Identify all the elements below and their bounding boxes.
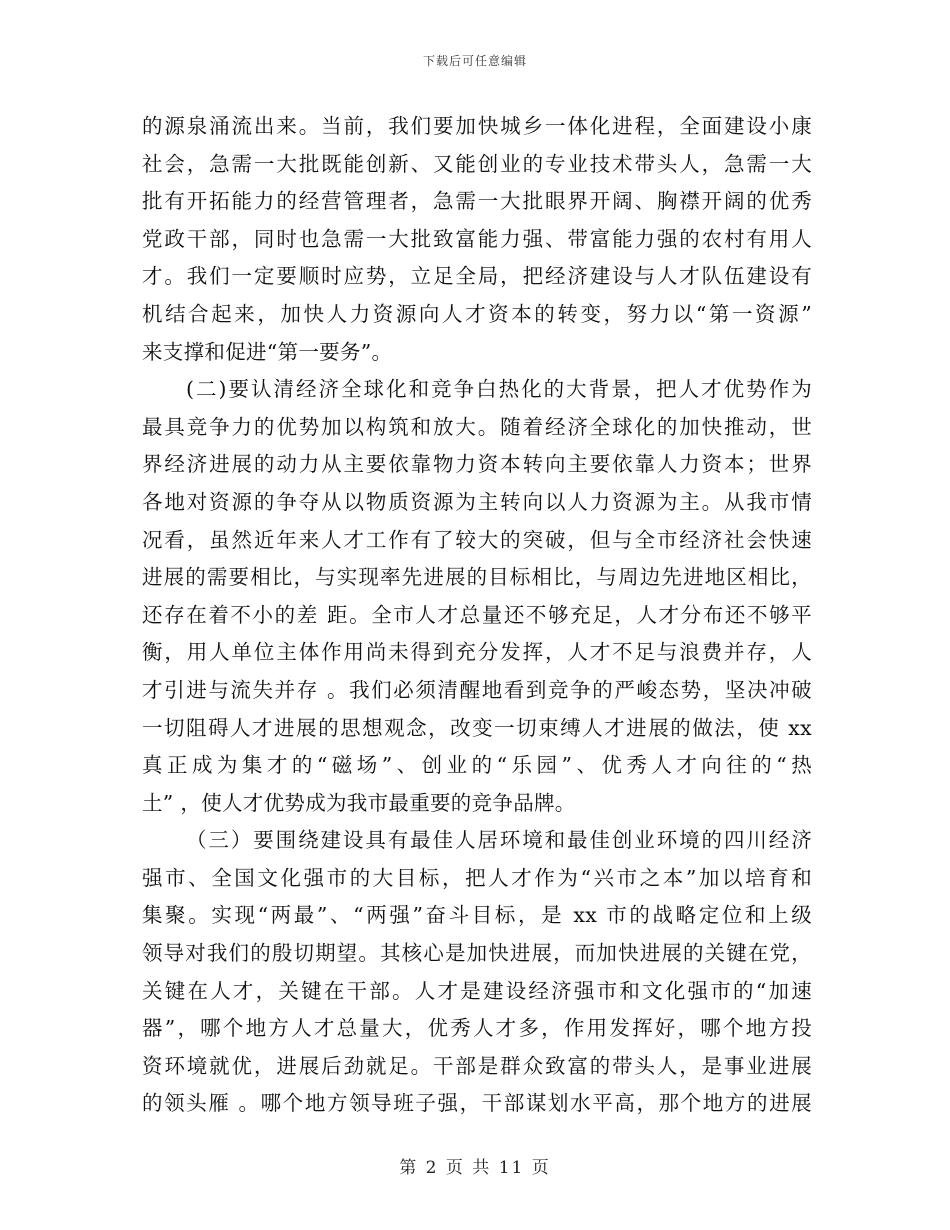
text-line: 集聚。实现“两最”、“两强”奋斗目标，是 xx 市的战略定位和上级 [142,903,812,928]
text-line: 资环境就优，进展后劲就足。干部是群众致富的带头人，是事业进展 [142,1053,812,1078]
text-line: 真正成为集才的“磁场”、创业的“乐园”、优秀人才向往的“热 [142,753,812,778]
paragraph-start-line: (二)要认清经济全球化和竞争白热化的大背景，把人才优势作为 [186,377,812,402]
text-line: 还存在着不小的差 距。全市人才总量还不够充足，人才分布还不够平 [142,602,812,627]
text-line: 土” ，使人才优势成为我市最重要的竞争品牌。 [142,790,576,815]
text-line: 领导对我们的殷切期望。其核心是加快进展，而加快进展的关键在党， [142,941,812,966]
text-line: 关键在人才，关键在干部。人才是建设经济强市和文化强市的“加速 [142,978,812,1003]
text-line: 的源泉涌流出来。当前，我们要加快城乡一体化进程，全面建设小康 [142,114,812,138]
text-line: 进展的需要相比，与实现率先进展的目标相比，与周边先进地区相比， [142,565,812,590]
text-line: 社会，急需一大批既能创新、又能创业的专业技术带头人，急需一大 [142,151,812,176]
text-line: 才。我们一定要顺时应势，立足全局，把经济建设与人才队伍建设有 [142,264,812,289]
page-header: 下载后可任意编辑 [422,54,527,68]
text-line: 器”，哪个地方人才总量大，优秀人才多，作用发挥好，哪个地方投 [142,1016,812,1041]
text-line: 况看，虽然近年来人才工作有了较大的突破，但与全市经济社会快速 [142,527,812,552]
text-line: 各地对资源的争夺从以物质资源为主转向以人力资源为主。从我市情 [142,489,812,514]
document-body [142,108,812,1123]
text-line: 衡，用人单位主体作用尚未得到充分发挥，人才不足与浪费并存，人 [142,640,812,665]
text-line: 机结合起来，加快人力资源向人才资本的转变，努力以“第一资源” [142,301,812,326]
text-line: 来支撑和促进“第一要务”。 [142,339,393,364]
text-line: 才引进与流失并存 。我们必须清醒地看到竞争的严峻态势，坚决冲破 [142,677,812,702]
text-line: 最具竞争力的优势加以构筑和放大。随着经济全球化的加快推动，世 [142,414,812,439]
text-line: 界经济进展的动力从主要依靠物力资本转向主要依靠人力资本；世界 [142,452,812,477]
text-line: 一切阻碍人才进展的思想观念，改变一切束缚人才进展的做法，使 xx [142,715,812,740]
text-line: 的领头雁 。哪个地方领导班子强，干部谋划水平高，那个地方的进展 [142,1091,812,1116]
paragraph-start-line: （三）要围绕建设具有最佳人居环境和最佳创业环境的四川经济 [186,828,812,853]
text-line: 强市、全国文化强市的大目标，把人才作为“兴市之本”加以培育和 [142,865,812,890]
text-line: 批有开拓能力的经营管理者，急需一大批眼界开阔、胸襟开阔的优秀 [142,189,812,214]
text-line: 党政干部，同时也急需一大批致富能力强、带富能力强的农村有用人 [142,226,812,251]
page-number-footer: 第 2 页 共 11 页 [399,1158,551,1178]
